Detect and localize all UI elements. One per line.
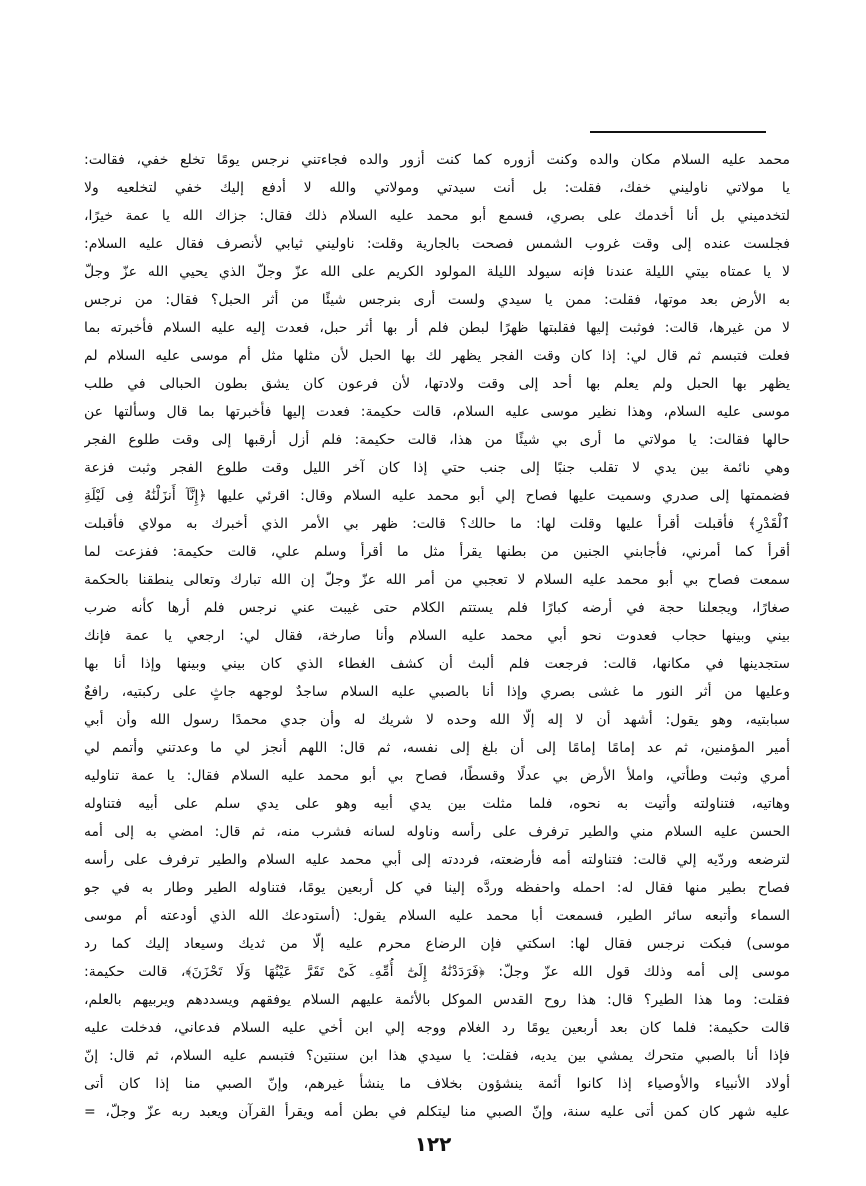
text-line: فضممتها إلى صدري وسميت عليها فصاح إلي أبو محمد عليه السلام وقال: اقرئي عليها ﴿إِنَّآ أَنزَلْنَٰهُ فِى لَيْلَةِ: [84, 488, 790, 504]
text-line: عليه شهر كان كمن أتى عليه سنة، وإنّ الصبي منا ليتكلم في بطن أمه ويقرأ القرآن ويعبد ربه عزّ وجلّ، =: [84, 1104, 790, 1120]
text-line: به الأرض بعد موتها، فقلت: ممن يا سيدي ولست أرى بنرجس شيئًا من أثر الحبل؟ فقال: من نرجس: [84, 292, 790, 308]
text-line: فعلت فتبسم ثم قال لي: إذا كان وقت الفجر يظهر لك بها الحبل لأن مثلها مثل أم موسى عليه السلام لم: [84, 348, 790, 364]
body-text: [84, 146, 790, 1126]
text-line: فإذا أنا بالصبي متحرك يمشي بين يديه، فقلت: يا سيدي هذا ابن سنتين؟ فتبسم عليه السلام، ثم قال: إنّ: [84, 1048, 790, 1064]
text-line: ٱلْقَدْرِ﴾ فأقبلت أقرأ عليها وقلت لها: ما حالك؟ قالت: ظهر بي الأمر الذي أخبرك به مولاي فأقبلت: [84, 516, 790, 532]
text-line: صغارًا، ويجعلنا حجة في أرضه كبارًا فلم يستتم الكلام حتى غيبت عني نرجس فلم أرها كأنه ضرب: [84, 600, 790, 616]
text-line: الحسن عليه السلام مني والطير ترفرف على رأسه وناوله لسانه فشرب منه، ثم قال: امضي به إلى أمه: [84, 824, 790, 840]
text-line: قالت حكيمة: فلما كان بعد أربعين يومًا رد الغلام ووجه إلي ابن أخي عليه السلام فدعاني، فدخلت عليه: [84, 1020, 790, 1036]
text-line: لا من غيرها، قالت: فوثبت إليها فقلبتها ظهرًا لبطن فلم أر بها أثر حبل، فعدت إليه عليه السلام فأخبرته بما: [84, 320, 790, 336]
text-line: أقرأ كما أمرني، فأجابني الجنين من بطنها يقرأ مثل ما أقرأ وسلم علي، قالت حكيمة: ففزعت لما: [84, 544, 790, 560]
text-line: موسى عليه السلام، وهذا نظير موسى عليه السلام، قالت حكيمة: فعدت إليها فأخبرتها بما قال وسألتها عن: [84, 404, 790, 420]
text-line: ستجدينها في مكانها، قالت: فرجعت فلم ألبث أن كشف الغطاء الذي كان بيني وبينها وإذا أنا بها: [84, 656, 790, 672]
text-line: لترضعه وردّيه إلي قالت: فتناولته أمه فأرضعته، فرددته إلى أبي محمد عليه السلام والطير ترفرف على رأسه: [84, 852, 790, 868]
text-line: محمد عليه السلام مكان والده وكنت أزوره كما كنت أزور والده فجاءتني نرجس يومًا تخلع خفي، فقالت:: [84, 152, 790, 168]
text-line: حالها فقالت: يا مولاتي ما أرى بي شيئًا من هذا، قالت حكيمة: فلم أزل أرقبها إلى وقت طلوع الفجر: [84, 432, 790, 448]
text-line: أولاد الأنبياء والأوصياء إذا كانوا أئمة ينشؤون بخلاف ما ينشأ غيرهم، وإنّ الصبي منا إذا كان أتى: [84, 1076, 790, 1092]
text-line: بيني وبينها حجاب فعدوت نحو أبي محمد عليه السلام وأنا صارخة، فقال لي: ارجعي يا عمة فإنك: [84, 628, 790, 644]
footnote-separator-rule: [590, 131, 766, 133]
page-number: ١٢٢: [414, 1132, 452, 1156]
text-line: موسى) فبكت نرجس فقال لها: اسكتي فإن الرضاع محرم عليه إلّا من ثديك وسيعاد إليك كما رد: [84, 936, 790, 952]
text-line: وهي نائمة بين يدي لا تقلب جنبًا إلى جنب حتي إذا كان آخر الليل وقت طلوع الفجر وثبت فزعة: [84, 460, 790, 476]
text-line: موسى إلى أمه وذلك قول الله عزّ وجلّ: ﴿فَرَدَدْنَٰهُ إِلَىٰٓ أُمِّهِۦ كَىْ تَقَرَّ عَيْنُهَا وَلَا تَحْزَنَ﴾، قالت حكيمة:: [84, 964, 790, 980]
text-line: سبابتيه، وهو يقول: أشهد أن لا إله إلّا الله وحده لا شريك له وأن جدي محمدًا رسول الله وأن أبي: [84, 712, 790, 728]
text-line: فقلت: وما هذا الطير؟ قال: هذا روح القدس الموكل بالأئمة عليهم السلام يوفقهم ويسددهم ويربيهم بالعلم،: [84, 992, 790, 1008]
text-line: أمري وثبت وطأتي، واملأ الأرض بي عدلًا وقسطًا، فصاح بي أبو محمد عليه السلام فقال: يا عمة تناوليه: [84, 768, 790, 784]
text-line: يظهر بها الحبل ولم يعلم بها أحد إلى وقت ولادتها، لأن فرعون كان يشق بطون الحبالى في طلب: [84, 376, 790, 392]
text-line: وهاتيه، فتناولته وأتيت به نحوه، فلما مثلت بين يدي أبيه وهو على يدي سلم على أبيه فتناوله: [84, 796, 790, 812]
text-line: السماء وأتبعه سائر الطير، فسمعت أبا محمد عليه السلام يقول: (أستودعك الله الذي أودعته أم موسى: [84, 908, 790, 924]
text-line: فجلست عنده إلى وقت غروب الشمس فصحت بالجارية وقلت: ناوليني ثيابي لأنصرف فقال عليه السلام:: [84, 236, 790, 252]
text-line: سمعت فصاح بي أبو محمد عليه السلام لا تعجبي من أمر الله عزّ وجلّ إن الله تبارك وتعالى ينطقنا بالحكمة: [84, 572, 790, 588]
text-line: أمير المؤمنين، ثم عد إمامًا إمامًا إلى أن بلغ إلى نفسه، ثم قال: اللهم أنجز لي ما وعدتني وأتمم لي: [84, 740, 790, 756]
text-line: لتخدميني بل أنا أخدمك على بصري، فسمع أبو محمد عليه السلام ذلك فقال: جزاك الله يا عمة خيرًا،: [84, 208, 790, 224]
text-line: وعليها من أثر النور ما غشى بصري وإذا أنا بالصبي عليه السلام ساجدٌ لوجهه جاثٍ على ركبتيه، رافعٌ: [84, 684, 790, 700]
text-line: يا مولاتي ناوليني خفك، فقلت: بل أنت سيدتي ومولاتي والله لا أدفع إليك خفي لتخلعيه ولا: [84, 180, 790, 196]
text-line: فصاح بطير منها فقال له: احمله واحفظه وردَّه إلينا في كل أربعين يومًا، فتناوله الطير وطار به في جو: [84, 880, 790, 896]
text-line: لا يا عمتاه بيتي الليلة عندنا فإنه سيولد الليلة المولود الكريم على الله عزّ وجلّ الذي يحيي الله عزّ وجلّ: [84, 264, 790, 280]
